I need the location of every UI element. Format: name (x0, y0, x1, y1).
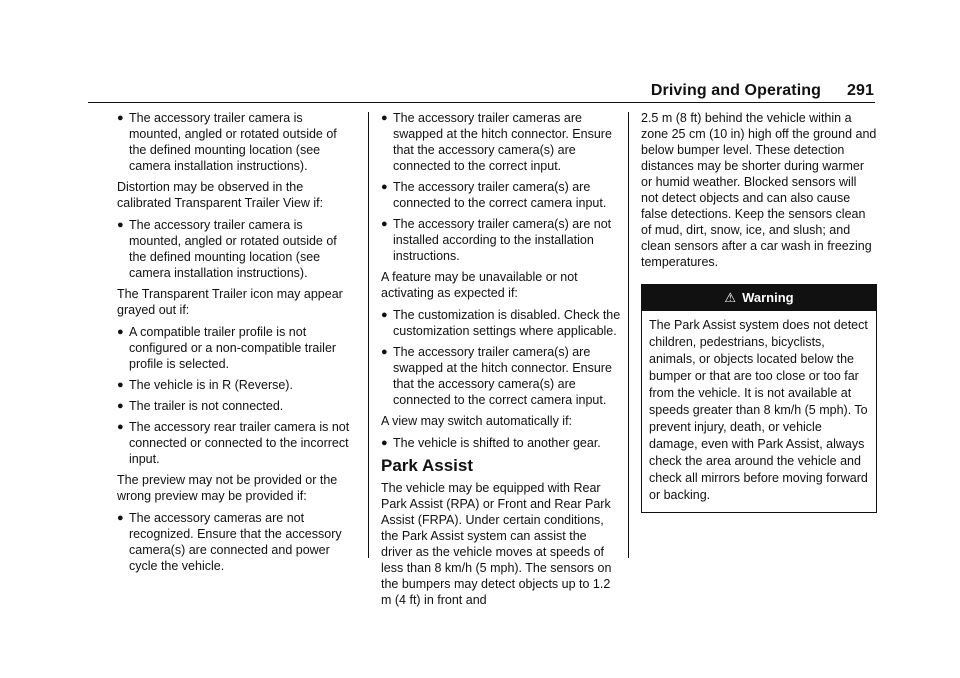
bullet-icon: ● (381, 112, 388, 124)
section-title: Park Assist (381, 456, 473, 475)
bullet-text: The vehicle is shifted to another gear. (393, 436, 601, 450)
bullet-text: A compatible trailer profile is not configured or a non-compatible trailer profile is selected. (129, 325, 337, 371)
bullet-item (117, 419, 357, 467)
bullet-icon: ● (381, 218, 388, 230)
bullet-item (381, 216, 621, 264)
bullet-text: The customization is disabled. Check the customization settings where applicable. (393, 308, 621, 338)
page-header (651, 82, 874, 100)
bullet-icon: ● (117, 112, 124, 124)
bullet-icon: ● (117, 400, 124, 412)
column-2 (381, 110, 621, 614)
bullet-text: The accessory trailer camera is mounted, angled or rotated outside of the defined mounting location (see camera installation instructions). (129, 218, 337, 280)
warning-text: The Park Assist system does not detect children, pedestrians, bicyclists, animals, or objects located below the bumper or that are too close or too far from the vehicle. It is not available at speeds greater than 8 km/h (5 mph). To prevent injury, death, or vehicle damage, even with Park Assist, always check the area around the vehicle and check all mirrors before moving forward or backing. (649, 318, 868, 502)
column-1 (117, 110, 357, 579)
warning-box (641, 284, 877, 513)
bullet-item (117, 217, 357, 281)
bullet-item (117, 398, 357, 414)
bullet-item (117, 324, 357, 372)
paragraph: The vehicle may be equipped with Rear Park Assist (RPA) or Front and Rear Park Assist (FRPA). Under certain conditions, the Park Assist system can assist the driver as the vehicle moves at speeds of less than 8 km/h (5 mph). The sensors on the bumpers may detect objects up to 1.2 m (4 ft) in front and (381, 481, 612, 607)
bullet-icon: ● (117, 379, 124, 391)
column-divider-2 (628, 112, 629, 558)
bullet-text: The accessory trailer camera(s) are connected to the correct camera input. (393, 180, 607, 210)
bullet-icon: ● (381, 181, 388, 193)
bullet-text: The accessory trailer camera is mounted, angled or rotated outside of the defined mounting location (see camera installation instructions). (129, 111, 337, 173)
paragraph: 2.5 m (8 ft) behind the vehicle within a zone 25 cm (10 in) high off the ground and below bumper level. These detection distances may be shorter during warmer or humid weather. Blocked sensors will not detect objects and can also cause false detections. Keep the sensors clean of mud, dirt, snow, ice, and slush; and clean sensors after a car wash in freezing temperatures. (641, 111, 877, 269)
bullet-icon: ● (381, 346, 388, 358)
paragraph: Distortion may be observed in the calibrated Transparent Trailer View if: (117, 180, 324, 210)
bullet-icon: ● (117, 326, 124, 338)
bullet-item (117, 510, 357, 574)
bullet-text: The trailer is not connected. (129, 399, 284, 413)
bullet-icon: ● (381, 437, 388, 449)
bullet-text: The accessory cameras are not recognized. Ensure that the accessory camera(s) are connected and power cycle the vehicle. (129, 511, 342, 573)
bullet-item (381, 344, 621, 408)
bullet-text: The accessory rear trailer camera is not connected or connected to the incorrect input. (129, 420, 350, 466)
bullet-item (117, 377, 357, 393)
column-3 (641, 110, 877, 513)
bullet-icon: ● (381, 309, 388, 321)
paragraph: A feature may be unavailable or not activating as expected if: (381, 270, 578, 300)
bullet-text: The accessory trailer camera(s) are swapped at the hitch connector. Ensure that the accessory camera(s) are connected to the correct camera input. (393, 345, 612, 407)
bullet-item (381, 179, 621, 211)
paragraph: A view may switch automatically if: (381, 414, 573, 428)
bullet-text: The vehicle is in R (Reverse). (129, 378, 293, 392)
warning-icon: ⚠ (724, 290, 737, 305)
paragraph: The preview may not be provided or the wrong preview may be provided if: (117, 473, 338, 503)
bullet-text: The accessory trailer cameras are swapped at the hitch connector. Ensure that the accessory camera(s) are connected to the correct input. (393, 111, 612, 173)
bullet-icon: ● (117, 219, 124, 231)
header-divider (88, 102, 875, 103)
bullet-icon: ● (117, 512, 124, 524)
bullet-item (381, 110, 621, 174)
bullet-item (381, 435, 621, 451)
bullet-item (117, 110, 357, 174)
bullet-icon: ● (117, 421, 124, 433)
column-divider-1 (368, 112, 369, 558)
bullet-item (381, 307, 621, 339)
header-section-title: Driving and Operating (650, 82, 821, 99)
page-number: 291 (847, 82, 874, 99)
bullet-text: The accessory trailer camera(s) are not installed according to the installation instructions. (393, 217, 612, 263)
warning-header (642, 285, 876, 311)
warning-title: Warning (742, 290, 794, 305)
paragraph: The Transparent Trailer icon may appear grayed out if: (117, 287, 343, 317)
